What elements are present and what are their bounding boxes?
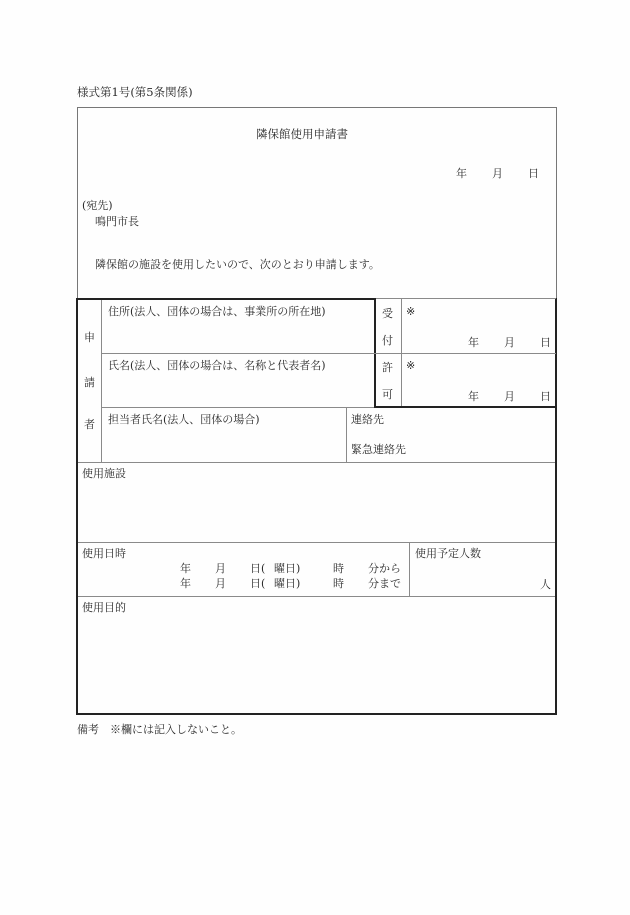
facility-field[interactable] <box>78 463 555 542</box>
reception-year: 年 <box>468 336 479 349</box>
emergency-contact-label: 緊急連絡先 <box>351 443 406 456</box>
permission-day: 日 <box>540 390 551 403</box>
note: 備考 ※欄には記入しないこと。 <box>77 723 242 736</box>
reception-day: 日 <box>540 336 551 349</box>
attendees-unit: 人 <box>540 578 551 591</box>
permission-month: 月 <box>504 390 515 403</box>
datetime-to-row[interactable] <box>170 577 408 591</box>
datetime-from-row[interactable] <box>170 562 408 576</box>
reception-label-1: 受 <box>382 307 393 320</box>
from-minute: 分から <box>368 562 401 575</box>
from-hour: 時 <box>333 562 344 575</box>
reception-month: 月 <box>504 336 515 349</box>
from-day: 日( <box>250 562 266 575</box>
from-year: 年 <box>180 562 191 575</box>
name-label: 氏名(法人、団体の場合は、名称と代表者名) <box>108 359 326 372</box>
permission-mark-icon: ※ <box>406 359 416 372</box>
from-weekday: 曜日) <box>274 562 301 575</box>
facility-label: 使用施設 <box>82 467 126 480</box>
from-month: 月 <box>215 562 226 575</box>
purpose-field[interactable] <box>78 597 555 713</box>
reception-label-2: 付 <box>382 334 393 347</box>
to-hour: 時 <box>333 577 344 590</box>
applicant-side-label-3: 者 <box>84 418 95 431</box>
permission-year: 年 <box>468 390 479 403</box>
permission-label-2: 可 <box>382 388 393 401</box>
form-number: 様式第1号(第5条関係) <box>77 85 193 99</box>
addressee: 鳴門市長 <box>95 215 139 228</box>
address-label: 住所(法人、団体の場合は、事業所の所在地) <box>108 305 326 318</box>
date-month: 月 <box>492 167 503 180</box>
purpose-label: 使用目的 <box>82 601 126 614</box>
reception-mark-icon: ※ <box>406 305 416 318</box>
date-year: 年 <box>456 167 467 180</box>
contact-person-label: 担当者氏名(法人、団体の場合) <box>108 413 260 426</box>
contact-label: 連絡先 <box>351 413 384 426</box>
permission-label-1: 許 <box>382 361 393 374</box>
to-year: 年 <box>180 577 191 590</box>
to-day: 日( <box>250 577 266 590</box>
to-month: 月 <box>215 577 226 590</box>
applicant-side-label-1: 申 <box>84 331 95 344</box>
to-weekday: 曜日) <box>274 577 301 590</box>
to-minute: 分まで <box>368 577 401 590</box>
attendees-label: 使用予定人数 <box>415 547 481 560</box>
date-day: 日 <box>528 167 539 180</box>
form-title: 隣保館使用申請書 <box>256 127 348 141</box>
applicant-side-label-2: 請 <box>84 376 95 389</box>
datetime-label: 使用日時 <box>82 547 126 560</box>
addressee-label: (宛先) <box>82 199 113 212</box>
statement: 隣保館の施設を使用したいので、次のとおり申請します。 <box>95 258 380 271</box>
